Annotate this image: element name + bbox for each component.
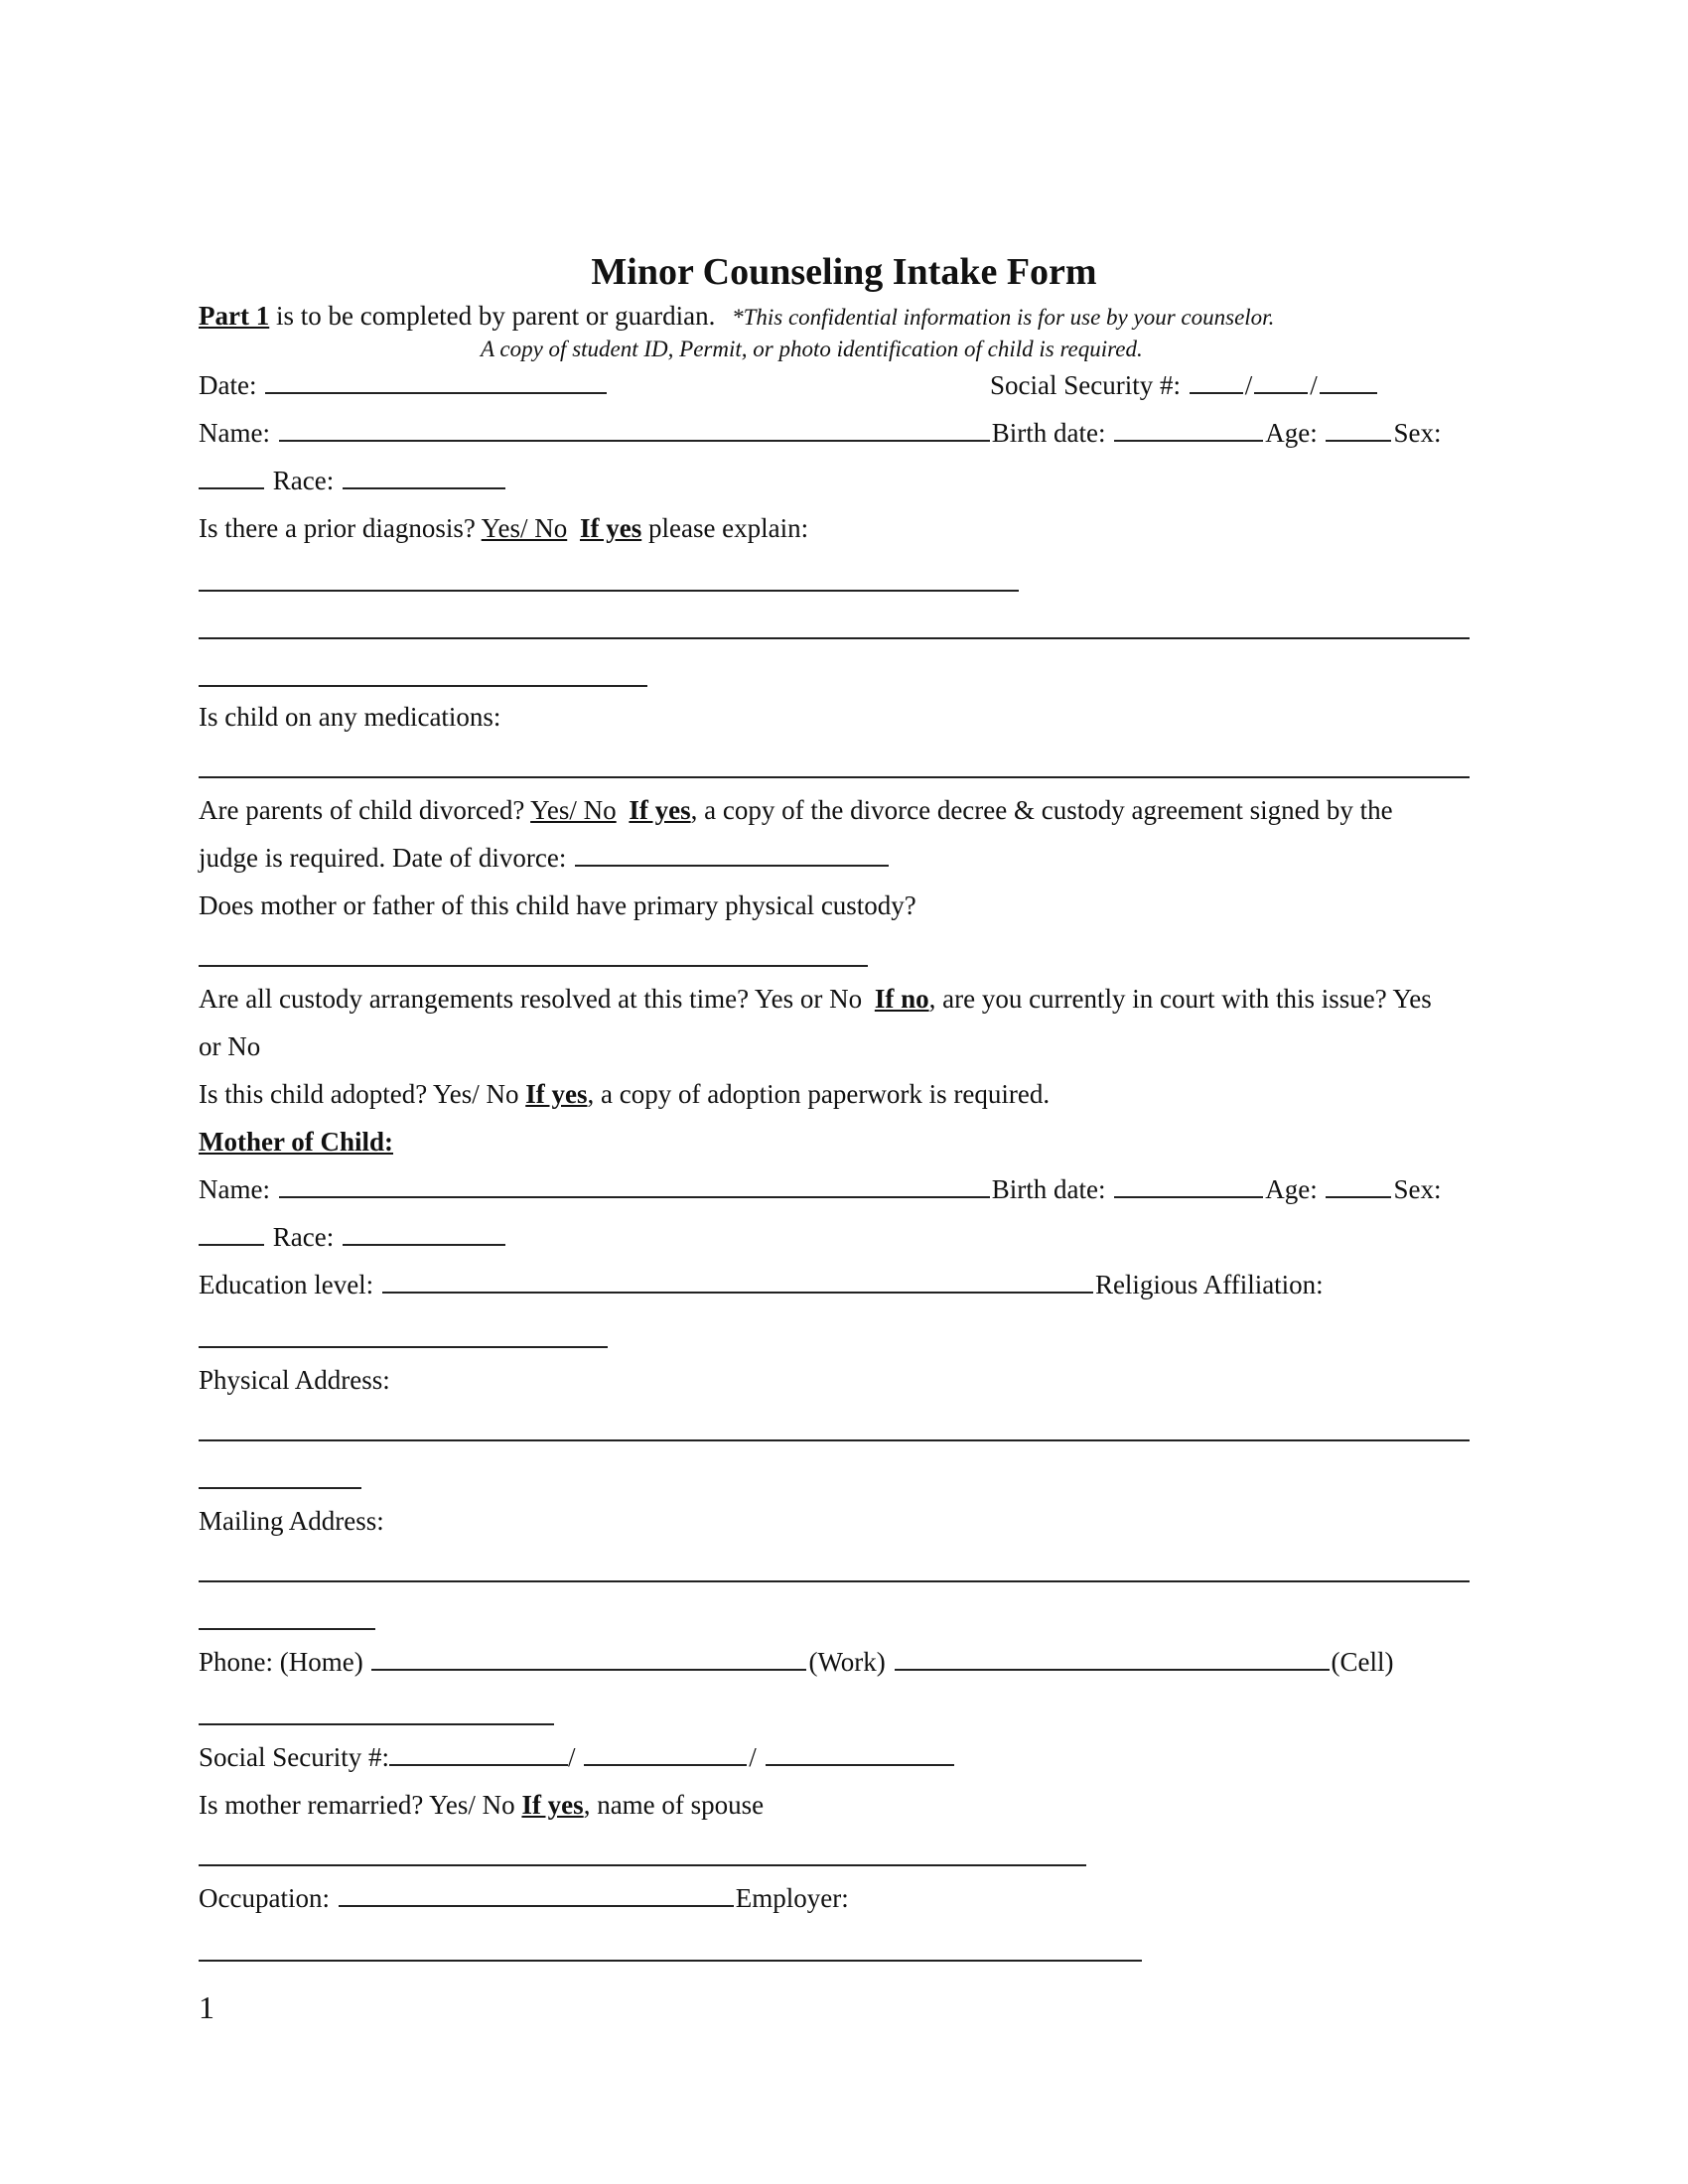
remarried-question: Is mother remarried? Yes/ No — [199, 1790, 515, 1820]
phone-row — [199, 1646, 1394, 1678]
divorced-yes-no[interactable]: Yes/ No — [530, 795, 617, 825]
mother-heading: Mother of Child: — [199, 1127, 393, 1157]
resolved-text: , are you currently in court with this issue? Yes — [928, 984, 1432, 1014]
religion-label: Religious Affiliation: — [1094, 1270, 1324, 1299]
child-race-row — [199, 465, 507, 496]
mother-birth-date-field[interactable] — [1114, 1174, 1263, 1198]
child-name-field[interactable] — [279, 418, 990, 442]
phone-home-label: Phone: (Home) — [199, 1647, 363, 1677]
child-race-field[interactable] — [343, 466, 505, 489]
diagnosis-line-3[interactable] — [199, 685, 647, 687]
divorce-date-field[interactable] — [575, 843, 889, 867]
child-birth-date-field[interactable] — [1114, 418, 1263, 442]
sex-label: Sex: — [1393, 418, 1442, 448]
mailing-address-line-2[interactable] — [199, 1628, 375, 1630]
mother-ssn-field-3[interactable] — [766, 1742, 954, 1766]
mother-ssn-row: Social Security #: / / — [199, 1741, 956, 1773]
resolved-question: Are all custody arrangements resolved at this time? Yes or No — [199, 984, 863, 1014]
mailing-address-line-1[interactable] — [199, 1580, 1470, 1582]
mother-sex-label: Sex: — [1393, 1174, 1442, 1204]
intro-line — [199, 300, 1274, 332]
employer-line[interactable] — [199, 1960, 1142, 1962]
occupation-field[interactable] — [339, 1883, 734, 1907]
diagnosis-line-2[interactable] — [199, 637, 1470, 639]
page-title: Minor Counseling Intake Form — [591, 251, 1097, 293]
medications-line[interactable] — [199, 776, 1470, 778]
part-text: is to be completed by parent or guardian. — [269, 301, 716, 331]
mother-education-row — [199, 1269, 1324, 1300]
adopted-text: , a copy of adoption paperwork is required. — [587, 1079, 1051, 1109]
race-label: Race: — [272, 466, 335, 495]
mother-name-label: Name: — [199, 1174, 270, 1204]
diagnosis-yes-no[interactable]: Yes/ No — [481, 513, 568, 543]
occupation-row — [199, 1882, 849, 1914]
date-row — [199, 369, 609, 401]
adopted-if-yes: If yes — [525, 1079, 588, 1109]
ssn-field-2[interactable] — [1254, 370, 1308, 394]
child-age-field[interactable] — [1326, 418, 1391, 442]
phone-work-label: (Work) — [808, 1647, 886, 1677]
spouse-name-line[interactable] — [199, 1864, 1086, 1866]
primary-custody-question: Does mother or father of this child have primary physical custody? — [199, 890, 916, 920]
mother-race-label: Race: — [272, 1222, 335, 1252]
child-sex-field[interactable] — [199, 466, 264, 489]
mother-name-field[interactable] — [279, 1174, 990, 1198]
occupation-label: Occupation: — [199, 1883, 330, 1913]
mother-ssn-field-2[interactable] — [584, 1742, 747, 1766]
mother-sex-field[interactable] — [199, 1222, 264, 1246]
mailing-address-label: Mailing Address: — [199, 1506, 384, 1536]
divorced-row — [199, 794, 1393, 826]
birth-date-label: Birth date: — [991, 418, 1106, 448]
mother-race-row — [199, 1221, 507, 1253]
mother-age-field[interactable] — [1326, 1174, 1391, 1198]
diagnosis-if-yes: If yes — [579, 513, 642, 543]
divorced-question: Are parents of child divorced? — [199, 795, 525, 825]
adopted-row — [199, 1078, 1050, 1110]
education-field[interactable] — [382, 1270, 1093, 1294]
child-name-row — [199, 417, 1441, 449]
age-label: Age: — [1265, 418, 1318, 448]
id-note: A copy of student ID, Permit, or photo identification of child is required. — [481, 337, 1143, 361]
name-label: Name: — [199, 418, 270, 448]
remarried-row — [199, 1789, 764, 1821]
resolved-row — [199, 983, 1432, 1015]
confidential-note: *This confidential information is for use by your counselor. — [732, 305, 1275, 330]
medications-question: Is child on any medications: — [199, 702, 501, 732]
adopted-question: Is this child adopted? Yes/ No — [199, 1079, 519, 1109]
diagnosis-question: Is there a prior diagnosis? — [199, 513, 476, 543]
phone-cell-line[interactable] — [199, 1723, 554, 1725]
phone-home-field[interactable] — [371, 1647, 806, 1671]
mother-age-label: Age: — [1265, 1174, 1318, 1204]
diagnosis-explain: please explain: — [641, 513, 809, 543]
physical-address-line-1[interactable] — [199, 1439, 1470, 1441]
remarried-if-yes: If yes — [521, 1790, 584, 1820]
mother-name-row — [199, 1173, 1441, 1205]
phone-work-field[interactable] — [895, 1647, 1330, 1671]
resolved-text-2: or No — [199, 1031, 261, 1061]
remarried-text: , name of spouse — [583, 1790, 765, 1820]
diagnosis-line-1[interactable] — [199, 590, 1019, 592]
divorced-if-yes: If yes — [629, 795, 691, 825]
religion-line[interactable] — [199, 1346, 608, 1348]
ssn-field-3[interactable] — [1320, 370, 1377, 394]
mother-race-field[interactable] — [343, 1222, 505, 1246]
physical-address-line-2[interactable] — [199, 1487, 361, 1489]
mother-ssn-field-1[interactable] — [389, 1742, 568, 1766]
divorce-date-row — [199, 842, 891, 874]
phone-cell-label: (Cell) — [1331, 1647, 1394, 1677]
divorced-text: , a copy of the divorce decree & custody agreement signed by the — [690, 795, 1393, 825]
primary-custody-line[interactable] — [199, 965, 868, 967]
mother-ssn-label: Social Security #: — [199, 1742, 389, 1772]
physical-address-label: Physical Address: — [199, 1365, 390, 1395]
education-label: Education level: — [199, 1270, 374, 1299]
date-field[interactable] — [265, 370, 607, 394]
part-label: Part 1 — [199, 301, 270, 331]
resolved-if-no: If no — [874, 984, 929, 1014]
page-number: 1 — [199, 1989, 214, 2025]
ssn-field-1[interactable] — [1190, 370, 1243, 394]
date-label: Date: — [199, 370, 257, 400]
diagnosis-row — [199, 512, 808, 544]
employer-label: Employer: — [735, 1883, 849, 1913]
divorce-date-label: judge is required. Date of divorce: — [199, 843, 567, 873]
ssn-label: Social Security #: — [990, 370, 1181, 400]
child-ssn-row: Social Security #: / / — [990, 369, 1379, 401]
mother-birth-date-label: Birth date: — [991, 1174, 1106, 1204]
